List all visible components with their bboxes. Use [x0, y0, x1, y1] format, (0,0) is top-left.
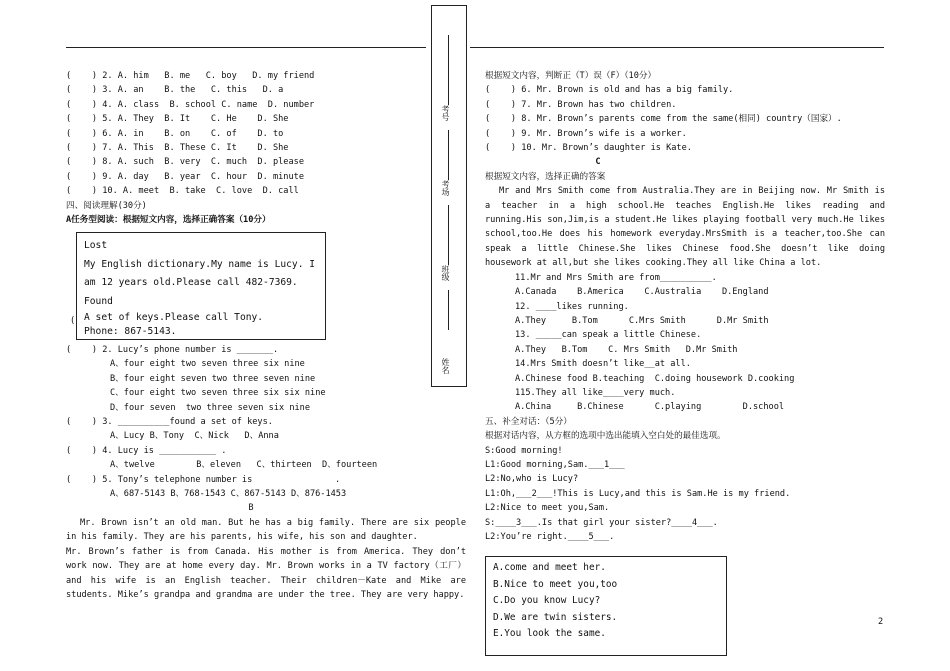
section-5-title: 五、补全对话：（5分）: [485, 416, 572, 427]
q2-opt: C、four eight two seven three six six nine: [110, 388, 326, 399]
dialog-line: L2:Nice to meet you,Sam.: [485, 503, 610, 514]
paren-mark: (: [70, 316, 76, 326]
passage-c: Mr and Mrs Smith come from Australia.They are in Beijing now. Mr Smith is a teacher in a high school.He teaches English.He likes reading and running.His son,Jim,is a student.He likes playing football very much.He likes school,too.He does his homework everyday.MrsSmith is a teacher,too.She can speak a little Chinese.She likes Chinese food.She doesn’t like doing housework at all,but she likes cooking.They all like China a lot.: [485, 186, 885, 269]
option: D.We are twin sisters.: [493, 611, 618, 623]
top-rule-right: [470, 47, 884, 48]
binding-strip: [431, 5, 467, 387]
question-list-a: [66, 69, 468, 199]
dialog-line: L1:Oh,___2___!This is Lucy,and this is Sam.He is my friend.: [485, 488, 791, 499]
q2-opt: A、four eight two seven three six nine: [110, 359, 305, 370]
left-column-lower: [66, 343, 468, 602]
tf-line: ( ) 6. Mr. Brown is old and has a big family.: [485, 85, 734, 96]
strip-line: [448, 35, 449, 105]
box-line: Found: [84, 295, 113, 307]
box-line: am 12 years old.Please call 482-7369.: [84, 277, 298, 288]
c-questions: [485, 271, 885, 415]
section-c-title: C: [595, 157, 601, 168]
box-line: Phone: 867-5143.: [84, 326, 177, 337]
section-4-title: 四、阅读理解(30分): [66, 200, 147, 211]
box-line: A set of keys.Please call Tony.: [84, 312, 264, 323]
q2-opt: D、four seven two three seven six nine: [110, 402, 311, 413]
q2: ( ) 2. Lucy’s phone number is _______.: [66, 345, 279, 355]
strip-line: [448, 130, 449, 180]
cqs-line: A.They B.Tom C.Mrs Smith D.Mr Smith: [515, 315, 769, 326]
lost-found-box: [76, 232, 326, 340]
q3-opts: A、Lucy B、Tony C、Nick D、Anna: [110, 431, 279, 442]
cqs-line: 115.They all like____very much.: [515, 387, 676, 398]
left-column: [66, 69, 468, 227]
right-column: [485, 69, 885, 544]
dialog-line: L2:No,who is Lucy?: [485, 474, 579, 485]
tf-title: 根据短文内容，判断正（T）误（F）（10分）: [485, 71, 657, 81]
label-class: 班级: [441, 265, 450, 281]
qlines-line: ( ) 10. A. meet B. take C. love D. call: [66, 186, 299, 197]
cqs-line: A.Canada B.America C.Australia D.England: [515, 287, 769, 298]
strip-line: [448, 205, 449, 265]
qlines-line: ( ) 8. A. such B. very C. much D. please: [66, 157, 304, 168]
q3: ( ) 3. __________found a set of keys.: [66, 417, 273, 428]
qlines-line: ( ) 5. A. They B. It C. He D. She: [66, 114, 289, 125]
section-c-instruction: 根据短文内容，选择正确的答案: [485, 171, 606, 182]
section-b-title: B: [248, 503, 254, 514]
dialog-line: S:Good morning!: [485, 445, 563, 456]
qlines-line: ( ) 3. A. an B. the C. this D. a: [66, 85, 284, 96]
tf-line: ( ) 10. Mr. Brown’s daughter is Kate.: [485, 143, 692, 154]
label-name: 姓名: [441, 358, 450, 374]
cqs-line: 13. _____can speak a little Chinese.: [515, 330, 702, 341]
cqs-line: 14.Mrs Smith doesn’t like__at all.: [515, 359, 691, 370]
cqs-line: 12. ____likes running.: [515, 301, 629, 312]
dialog-line: L2:You’re right.____5___.: [485, 532, 615, 542]
q4-opts: A、twelve B、eleven C、thirteen D、fourteen: [110, 460, 378, 471]
qlines-line: ( ) 6. A. in B. on C. of D. to: [66, 128, 284, 139]
dialog: [485, 444, 885, 545]
qlines-line: ( ) 7. A. This B. These C. It D. She: [66, 143, 289, 154]
strip-line: [448, 290, 449, 330]
options-box: [485, 556, 727, 656]
cqs-line: 11.Mr and Mrs Smith are from__________.: [515, 272, 717, 283]
q4: ( ) 4. Lucy is ___________ .: [66, 445, 227, 456]
q5-opts: A、687-5143 B、768-1543 C、867-5143 D、876-1453: [110, 489, 347, 500]
passage-b-para1: Mr. Brown isn’t an old man. But he has a big family. There are six people in his family. They are his parents, his wife, his son and daughter.: [66, 517, 466, 543]
cqs-line: A.China B.Chinese C.playing D.school: [515, 402, 785, 413]
q2-opt: B、four eight seven two three seven nine: [110, 373, 316, 384]
box-line: Lost: [84, 240, 108, 251]
qlines-line: ( ) 9. A. day B. year C. hour D. minute: [66, 171, 304, 182]
section-a-title: A任务型阅读：根据短文内容，选择正确答案（10分）: [66, 215, 271, 226]
qlines-line: ( ) 4. A. class B. school C. name D. number: [66, 99, 315, 110]
tf-line: ( ) 9. Mr. Brown’s wife is a worker.: [485, 128, 687, 139]
q5: ( ) 5. Tony’s telephone number is .: [66, 474, 341, 485]
qlines-line: ( ) 2. A. him B. me C. boy D. my friend: [66, 71, 315, 81]
cqs-line: A.They B.Tom C. Mrs Smith D.Mr Smith: [515, 344, 738, 355]
passage-b-para2: Mr. Brown’s father is from Canada. His mother is from America. They don’t work now. They are at home every day. Mr. Brown works in a TV factory（工厂）and his wife is an English teacher. Their children－Kate and Mike are students. Mike’s grandpa and grandma are under the tree. They are very happy.: [66, 546, 466, 600]
section-5-instruction: 根据对话内容，从方框的选项中选出能填入空白处的最佳选项。: [485, 431, 726, 442]
option: B.Nice to meet you,too: [493, 578, 618, 590]
option: E.You look the same.: [493, 628, 606, 640]
label-exam-number: 考号: [441, 105, 450, 121]
option: C.Do you know Lucy?: [493, 595, 601, 607]
box-line: My English dictionary.My name is Lucy. I: [84, 258, 316, 270]
dialog-line: L1:Good morning,Sam.___1___: [485, 459, 625, 470]
page-number: 2: [878, 617, 884, 627]
dialog-line: S:____3___.Is that girl your sister?____4___.: [485, 517, 718, 528]
top-rule-left: [66, 47, 426, 48]
cqs-line: A.Chinese food B.teaching C.doing housework D.cooking: [515, 373, 795, 384]
tf-line: ( ) 8. Mr. Brown’s parents come from the same(相同) country（国家）.: [485, 114, 842, 125]
label-exam-room: 考场: [441, 180, 450, 196]
tf-line: ( ) 7. Mr. Brown has two children.: [485, 99, 677, 110]
option: A.come and meet her.: [493, 562, 606, 573]
